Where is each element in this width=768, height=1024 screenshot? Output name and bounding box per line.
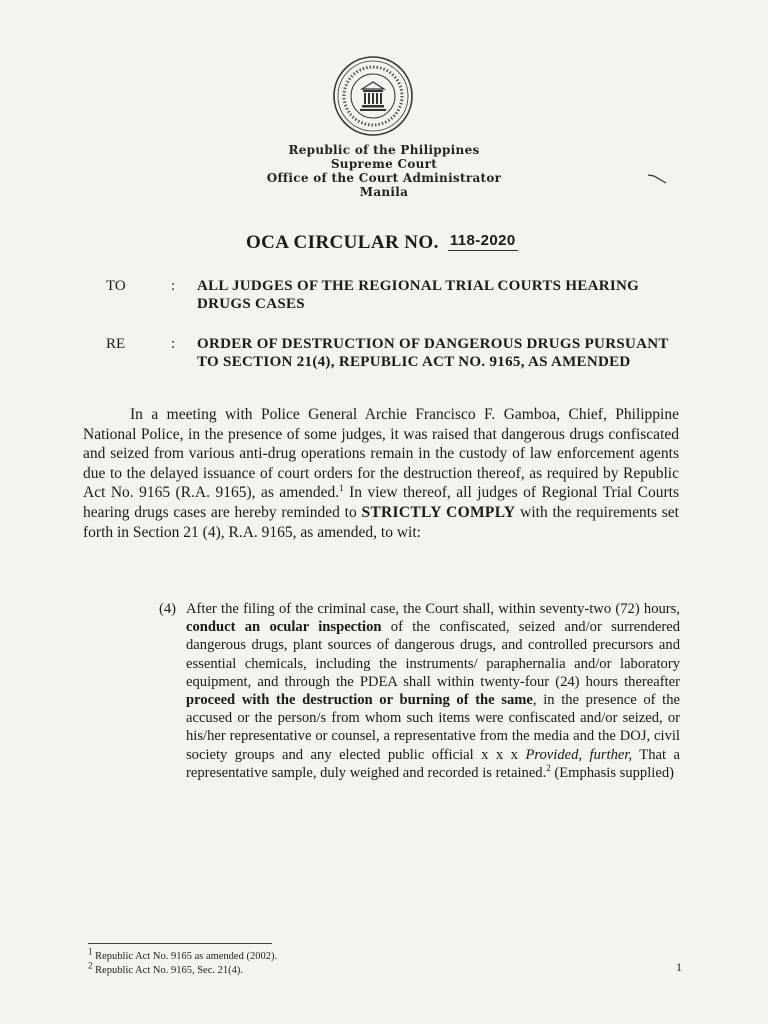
letterhead-city: Manila — [359, 185, 409, 199]
circular-title — [246, 232, 518, 254]
page-number: 1 — [676, 960, 682, 974]
to-colon: : — [171, 278, 176, 294]
provision-text-2: of the confiscated, seized and/or surrendered dangerous drugs, plant sources of dangerous drugs, and controlled precursors and essential chemicals, including the instruments/ paraphernalia and/or laboratory equipment, and through the PDEA shall within twenty-four (24) hours thereafter — [186, 619, 680, 690]
letterhead-republic: Republic of the Philippines — [288, 143, 480, 157]
letterhead — [0, 143, 768, 199]
provision-text — [186, 600, 680, 782]
provision-text-4: That a representative sample, duly weighed and recorded is retained. — [186, 746, 680, 781]
provision-text-5: (Emphasis supplied) — [550, 764, 674, 781]
body-paragraph — [83, 405, 679, 542]
provision-bold-2: proceed with the destruction or burning of the same — [186, 692, 533, 709]
to-label: TO — [106, 278, 126, 294]
provision-text-3: , in the presence of the accused or the person/s from whom such items were confiscated and/or seized, or his/her representative or counsel, a representative from the media and the DOJ, civil society groups and any elected public official x x x — [186, 692, 680, 763]
footnote-1 — [88, 946, 278, 964]
supreme-court-seal-icon — [332, 55, 414, 137]
re-text: ORDER OF DESTRUCTION OF DANGEROUS DRUGS PURSUANT TO SECTION 21(4), REPUBLIC ACT NO. 9165, AS AMENDED — [197, 336, 669, 370]
footnote-1-text: Republic Act No. 9165 as amended (2002). — [92, 951, 278, 962]
letterhead-court: Supreme Court — [330, 157, 438, 171]
footnote-divider — [88, 943, 272, 944]
footnote-2-text: Republic Act No. 9165, Sec. 21(4). — [92, 965, 243, 976]
body-text-c: with the requirements set forth in Section 21 (4), R.A. 9165, as amended, to wit: — [83, 503, 679, 541]
body-emphasis: STRICTLY COMPLY — [361, 503, 516, 521]
provision-italic: Provided, further, — [525, 746, 633, 763]
footnote-1-number: 1 — [88, 946, 93, 957]
provision-number: (4) — [159, 601, 177, 617]
to-text: ALL JUDGES OF THE REGIONAL TRIAL COURTS HEARING DRUGS CASES — [197, 278, 640, 312]
footnote-2-number: 2 — [88, 960, 93, 971]
footnotes — [88, 946, 278, 978]
circular-number: 118-2020 — [449, 232, 516, 249]
re-label: RE — [106, 336, 126, 352]
letterhead-office: Office of the Court Administrator — [266, 171, 502, 185]
footnote-ref-1: 1 — [339, 483, 344, 494]
circular-title-prefix: OCA CIRCULAR NO. — [246, 232, 439, 253]
provision-text-1: After the filing of the criminal case, the Court shall, within seventy-two (72) hours, — [186, 601, 680, 617]
body-text-a: In a meeting with Police General Archie Francisco F. Gamboa, Chief, Philippine National Police, in the presence of some judges, it was raised that dangerous drugs confiscated and seized from various anti-drug operations remain in the custody of law enforcement agents due to the delayed issuance of court orders for the destruction thereof, as required by Republic Act No. 9165 (R.A. 9165), as amended. — [83, 406, 679, 502]
re-colon: : — [171, 336, 176, 352]
footnote-ref-2: 2 — [546, 762, 551, 773]
body-text-b: In view thereof, all judges of Regional Trial Courts hearing drugs cases are hereby reminded to — [83, 484, 679, 521]
footnote-2 — [88, 960, 277, 978]
provision-bold-1: conduct an ocular inspection — [186, 619, 382, 636]
